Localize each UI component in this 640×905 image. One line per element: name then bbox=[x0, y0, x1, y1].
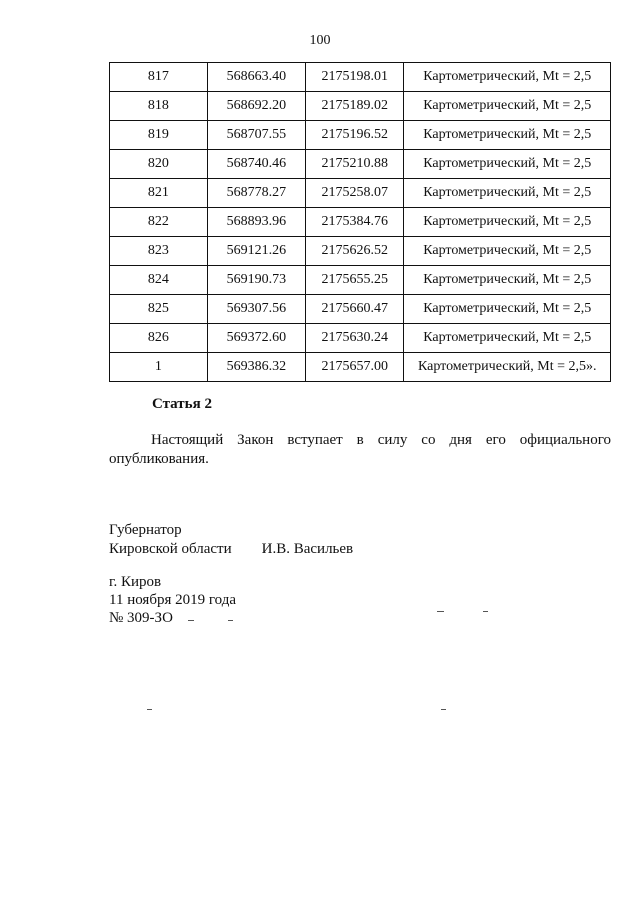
y-coordinate-cell: 2175196.52 bbox=[306, 121, 404, 150]
x-coordinate-cell: 568663.40 bbox=[207, 63, 305, 92]
method-cell: Картометрический, Mt = 2,5 bbox=[404, 179, 611, 208]
x-coordinate-cell: 568692.20 bbox=[207, 92, 305, 121]
table-row bbox=[110, 295, 611, 324]
x-coordinate-cell: 569121.26 bbox=[207, 237, 305, 266]
x-coordinate-cell: 568740.46 bbox=[207, 150, 305, 179]
signatory-title-line2: Кировской области bbox=[109, 541, 232, 557]
point-number-cell: 824 bbox=[110, 266, 208, 295]
issue-date: 11 ноября 2019 года bbox=[109, 592, 237, 608]
signature-block bbox=[109, 521, 353, 559]
issue-number: № 309-ЗО bbox=[109, 610, 173, 626]
method-cell: Картометрический, Mt = 2,5 bbox=[404, 295, 611, 324]
signatory-name: И.В. Васильев bbox=[261, 541, 354, 557]
page-number: 100 bbox=[309, 33, 331, 48]
method-cell: Картометрический, Mt = 2,5 bbox=[404, 324, 611, 353]
point-number-cell: 821 bbox=[110, 179, 208, 208]
table-row bbox=[110, 150, 611, 179]
scan-speck bbox=[147, 709, 152, 710]
point-number-cell: 817 bbox=[110, 63, 208, 92]
y-coordinate-cell: 2175626.52 bbox=[306, 237, 404, 266]
table-row bbox=[110, 63, 611, 92]
method-cell: Картометрический, Mt = 2,5 bbox=[404, 92, 611, 121]
method-cell: Картометрический, Mt = 2,5 bbox=[404, 208, 611, 237]
method-cell: Картометрический, Mt = 2,5 bbox=[404, 237, 611, 266]
signatory-title-line2-row bbox=[109, 540, 353, 559]
point-number-cell: 826 bbox=[110, 324, 208, 353]
scan-speck bbox=[188, 620, 194, 621]
table-row bbox=[110, 121, 611, 150]
scan-speck bbox=[228, 620, 233, 621]
method-cell: Картометрический, Mt = 2,5 bbox=[404, 63, 611, 92]
method-cell: Картометрический, Mt = 2,5 bbox=[404, 266, 611, 295]
y-coordinate-cell: 2175258.07 bbox=[306, 179, 404, 208]
table-row bbox=[110, 208, 611, 237]
article-heading: Статья 2 bbox=[152, 396, 212, 412]
scan-speck bbox=[437, 611, 444, 612]
scan-speck bbox=[441, 709, 446, 710]
x-coordinate-cell: 568893.96 bbox=[207, 208, 305, 237]
method-cell: Картометрический, Mt = 2,5». bbox=[404, 353, 611, 382]
table-row bbox=[110, 324, 611, 353]
x-coordinate-cell: 569372.60 bbox=[207, 324, 305, 353]
method-cell: Картометрический, Mt = 2,5 bbox=[404, 121, 611, 150]
x-coordinate-cell: 569386.32 bbox=[207, 353, 305, 382]
y-coordinate-cell: 2175655.25 bbox=[306, 266, 404, 295]
point-number-cell: 825 bbox=[110, 295, 208, 324]
y-coordinate-cell: 2175660.47 bbox=[306, 295, 404, 324]
method-cell: Картометрический, Mt = 2,5 bbox=[404, 150, 611, 179]
point-number-cell: 823 bbox=[110, 237, 208, 266]
coordinates-table-body bbox=[110, 63, 611, 382]
x-coordinate-cell: 568778.27 bbox=[207, 179, 305, 208]
y-coordinate-cell: 2175210.88 bbox=[306, 150, 404, 179]
point-number-cell: 820 bbox=[110, 150, 208, 179]
signatory-title-line1: Губернатор bbox=[109, 522, 182, 538]
issue-city: г. Киров bbox=[109, 574, 162, 590]
coordinates-table bbox=[109, 62, 611, 382]
article-text: Настоящий Закон вступает в силу со дня его официального опубликования. bbox=[109, 432, 611, 467]
y-coordinate-cell: 2175657.00 bbox=[306, 353, 404, 382]
point-number-cell: 1 bbox=[110, 353, 208, 382]
point-number-cell: 819 bbox=[110, 121, 208, 150]
x-coordinate-cell: 568707.55 bbox=[207, 121, 305, 150]
table-row bbox=[110, 353, 611, 382]
y-coordinate-cell: 2175384.76 bbox=[306, 208, 404, 237]
table-row bbox=[110, 92, 611, 121]
point-number-cell: 818 bbox=[110, 92, 208, 121]
y-coordinate-cell: 2175630.24 bbox=[306, 324, 404, 353]
point-number-cell: 822 bbox=[110, 208, 208, 237]
scan-speck bbox=[483, 611, 488, 612]
issue-block bbox=[109, 573, 236, 627]
y-coordinate-cell: 2175198.01 bbox=[306, 63, 404, 92]
x-coordinate-cell: 569307.56 bbox=[207, 295, 305, 324]
x-coordinate-cell: 569190.73 bbox=[207, 266, 305, 295]
table-row bbox=[110, 179, 611, 208]
table-row bbox=[110, 237, 611, 266]
table-row bbox=[110, 266, 611, 295]
y-coordinate-cell: 2175189.02 bbox=[306, 92, 404, 121]
